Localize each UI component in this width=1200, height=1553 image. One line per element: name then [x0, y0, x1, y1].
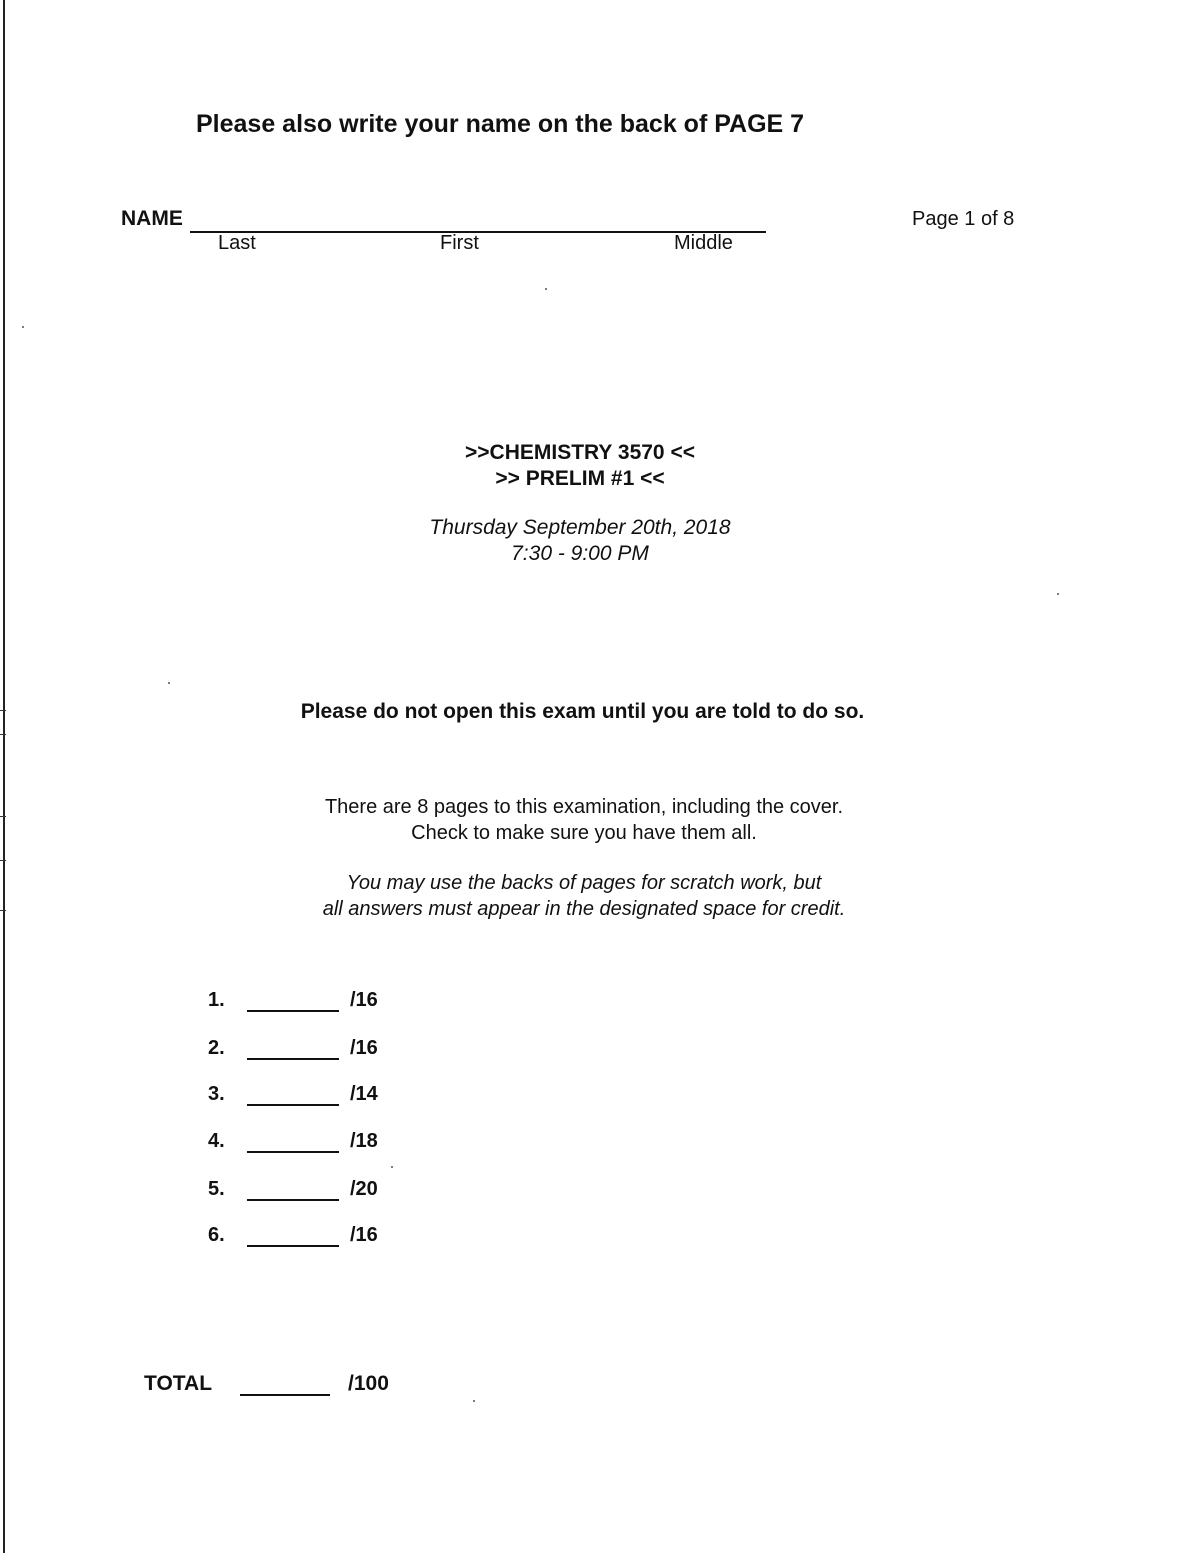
scan-speck	[391, 1166, 393, 1168]
score-blank	[247, 1104, 339, 1106]
question-max-points: /16	[350, 989, 378, 1011]
question-number: 6.	[208, 1224, 225, 1246]
page-count-instructions	[0, 794, 1168, 846]
question-max-points: /20	[350, 1178, 378, 1200]
question-number: 1.	[208, 989, 225, 1011]
name-first-caption: First	[440, 232, 479, 254]
scan-left-border	[3, 0, 5, 1553]
scan-speck	[1057, 593, 1059, 595]
scratch-line-1: You may use the backs of pages for scratch work, but	[346, 872, 822, 894]
score-blank	[247, 1199, 339, 1201]
course-title: >>CHEMISTRY 3570 <<	[465, 441, 695, 464]
scan-speck	[545, 288, 547, 290]
prelim-title: >> PRELIM #1 <<	[495, 467, 665, 490]
exam-title-block	[0, 440, 1160, 492]
back-page-notice: Please also write your name on the back of PAGE 7	[196, 110, 805, 138]
score-blank	[247, 1151, 339, 1153]
total-blank	[240, 1394, 330, 1396]
scratch-work-instructions	[0, 870, 1168, 922]
scan-mark	[0, 860, 6, 861]
score-blank	[247, 1010, 339, 1012]
question-max-points: /16	[350, 1037, 378, 1059]
question-number: 3.	[208, 1083, 225, 1105]
page-indicator: Page 1 of 8	[912, 208, 1015, 230]
question-number: 2.	[208, 1037, 225, 1059]
page-check-line: Check to make sure you have them all.	[411, 822, 757, 844]
total-max-points: /100	[348, 1372, 389, 1395]
exam-date: Thursday September 20th, 2018	[429, 516, 731, 539]
exam-time: 7:30 - 9:00 PM	[511, 542, 649, 565]
scan-mark	[0, 734, 6, 735]
scan-speck	[473, 1400, 475, 1402]
do-not-open-warning: Please do not open this exam until you are told to do so.	[300, 700, 865, 723]
question-max-points: /16	[350, 1224, 378, 1246]
page-count-line: There are 8 pages to this examination, including the cover.	[324, 796, 844, 818]
score-blank	[247, 1245, 339, 1247]
exam-schedule	[0, 515, 1160, 567]
total-label: TOTAL	[144, 1372, 213, 1395]
name-last-caption: Last	[218, 232, 256, 254]
scratch-line-2: all answers must appear in the designated space for credit.	[322, 898, 846, 920]
scan-speck	[22, 326, 24, 328]
scan-speck	[168, 682, 170, 684]
score-blank	[247, 1058, 339, 1060]
question-number: 5.	[208, 1178, 225, 1200]
question-number: 4.	[208, 1130, 225, 1152]
question-max-points: /18	[350, 1130, 378, 1152]
question-max-points: /14	[350, 1083, 378, 1105]
name-label: NAME	[121, 207, 183, 230]
name-middle-caption: Middle	[674, 232, 733, 254]
